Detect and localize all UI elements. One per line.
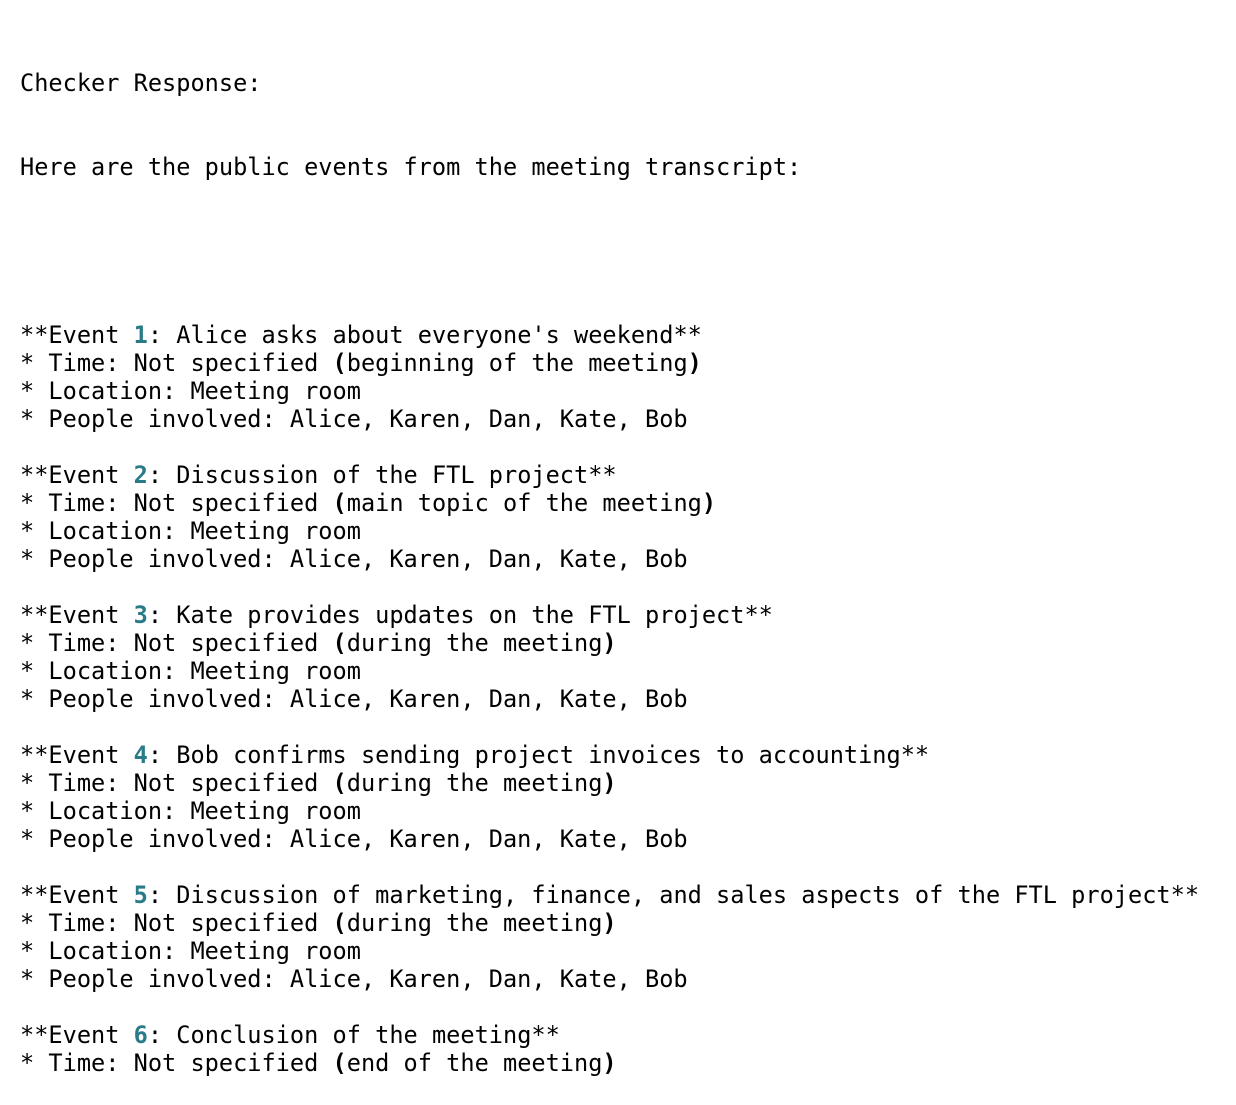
event-block (20, 461, 1199, 601)
paren-open: ( (332, 769, 347, 797)
people-value: Alice, Karen, Dan, Kate, Bob (289, 405, 688, 433)
event-time (20, 769, 1199, 797)
paren-close: ) (602, 769, 617, 797)
time-label: * Time: (20, 1049, 134, 1077)
location-label: * Location: (20, 797, 191, 825)
event-open-marker: **Event (20, 1021, 134, 1049)
location-value: Meeting room (190, 517, 361, 545)
event-open-marker: **Event (20, 881, 134, 909)
location-label: * Location: (20, 377, 191, 405)
event-location (20, 797, 1199, 825)
event-people (20, 685, 1199, 713)
event-close-marker: ** (531, 1021, 560, 1049)
event-block (20, 741, 1199, 881)
event-block (20, 881, 1199, 1021)
people-value: Alice, Karen, Dan, Kate, Bob (289, 685, 688, 713)
time-label: * Time: (20, 629, 134, 657)
event-open-marker: **Event (20, 601, 134, 629)
event-separator: : (147, 601, 177, 629)
event-separator: : (147, 321, 177, 349)
event-number: 4 (133, 741, 148, 769)
people-label: * People involved: (20, 965, 290, 993)
event-title-text: Kate provides updates on the FTL project (176, 601, 745, 629)
event-people (20, 405, 1199, 433)
people-label: * People involved: (20, 825, 290, 853)
event-separator: : (147, 1021, 177, 1049)
time-label: * Time: (20, 349, 134, 377)
time-note: main topic of the meeting (346, 489, 702, 517)
event-location (20, 517, 1199, 545)
location-label: * Location: (20, 937, 191, 965)
event-location (20, 937, 1199, 965)
time-value: Not specified (133, 909, 333, 937)
blank-line (20, 237, 1199, 265)
time-value: Not specified (133, 1049, 333, 1077)
event-open-marker: **Event (20, 461, 134, 489)
event-title (20, 881, 1199, 909)
event-number: 1 (133, 321, 148, 349)
people-label: * People involved: (20, 685, 290, 713)
event-open-marker: **Event (20, 741, 134, 769)
event-time (20, 489, 1199, 517)
event-close-marker: ** (588, 461, 617, 489)
event-close-marker: ** (1170, 881, 1200, 909)
events-list (20, 321, 1199, 1077)
event-title-text: Conclusion of the meeting (176, 1021, 532, 1049)
event-title-text: Bob confirms sending project invoices to accounting (176, 741, 901, 769)
time-note: during the meeting (346, 769, 603, 797)
time-label: * Time: (20, 909, 134, 937)
checker-response-output (20, 13, 1199, 1105)
event-title (20, 1021, 1199, 1049)
event-number: 2 (133, 461, 148, 489)
people-label: * People involved: (20, 545, 290, 573)
paren-open: ( (332, 629, 347, 657)
paren-open: ( (332, 1049, 347, 1077)
paren-close: ) (687, 349, 702, 377)
event-separator: : (147, 881, 177, 909)
event-title (20, 321, 1199, 349)
blank-line (20, 993, 1199, 1021)
event-separator: : (147, 741, 177, 769)
time-note: end of the meeting (346, 1049, 603, 1077)
event-block (20, 601, 1199, 741)
event-title-text: Alice asks about everyone's weekend (176, 321, 674, 349)
paren-open: ( (332, 489, 347, 517)
time-label: * Time: (20, 769, 134, 797)
blank-line (20, 433, 1199, 461)
location-label: * Location: (20, 657, 191, 685)
time-value: Not specified (133, 629, 333, 657)
event-location (20, 377, 1199, 405)
people-value: Alice, Karen, Dan, Kate, Bob (289, 545, 688, 573)
time-value: Not specified (133, 489, 333, 517)
response-intro: Here are the public events from the meeting transcript: (20, 153, 802, 181)
event-number: 5 (133, 881, 148, 909)
event-people (20, 825, 1199, 853)
location-value: Meeting room (190, 377, 361, 405)
paren-open: ( (332, 909, 347, 937)
location-value: Meeting room (190, 937, 361, 965)
event-time (20, 349, 1199, 377)
event-title (20, 741, 1199, 769)
event-time (20, 909, 1199, 937)
time-value: Not specified (133, 349, 333, 377)
event-time (20, 1049, 1199, 1077)
blank-line (20, 573, 1199, 601)
time-value: Not specified (133, 769, 333, 797)
paren-close: ) (602, 1049, 617, 1077)
paren-close: ) (602, 909, 617, 937)
paren-open: ( (332, 349, 347, 377)
event-people (20, 965, 1199, 993)
people-label: * People involved: (20, 405, 290, 433)
time-note: during the meeting (346, 909, 603, 937)
event-close-marker: ** (673, 321, 702, 349)
event-title (20, 461, 1199, 489)
time-label: * Time: (20, 489, 134, 517)
event-close-marker: ** (900, 741, 930, 769)
event-location (20, 657, 1199, 685)
blank-line (20, 713, 1199, 741)
event-title-text: Discussion of marketing, finance, and sales aspects of the FTL project (176, 881, 1171, 909)
location-value: Meeting room (190, 797, 361, 825)
people-value: Alice, Karen, Dan, Kate, Bob (289, 965, 688, 993)
event-title (20, 601, 1199, 629)
event-people (20, 545, 1199, 573)
event-block (20, 321, 1199, 461)
location-label: * Location: (20, 517, 191, 545)
event-title-text: Discussion of the FTL project (176, 461, 589, 489)
time-note: beginning of the meeting (346, 349, 688, 377)
response-header: Checker Response: (20, 69, 262, 97)
people-value: Alice, Karen, Dan, Kate, Bob (289, 825, 688, 853)
paren-close: ) (602, 629, 617, 657)
event-time (20, 629, 1199, 657)
event-close-marker: ** (744, 601, 773, 629)
location-value: Meeting room (190, 657, 361, 685)
blank-line (20, 853, 1199, 881)
paren-close: ) (701, 489, 717, 517)
event-open-marker: **Event (20, 321, 134, 349)
event-number: 6 (133, 1021, 148, 1049)
event-block (20, 1021, 1199, 1077)
event-number: 3 (133, 601, 148, 629)
event-separator: : (147, 461, 177, 489)
time-note: during the meeting (346, 629, 603, 657)
